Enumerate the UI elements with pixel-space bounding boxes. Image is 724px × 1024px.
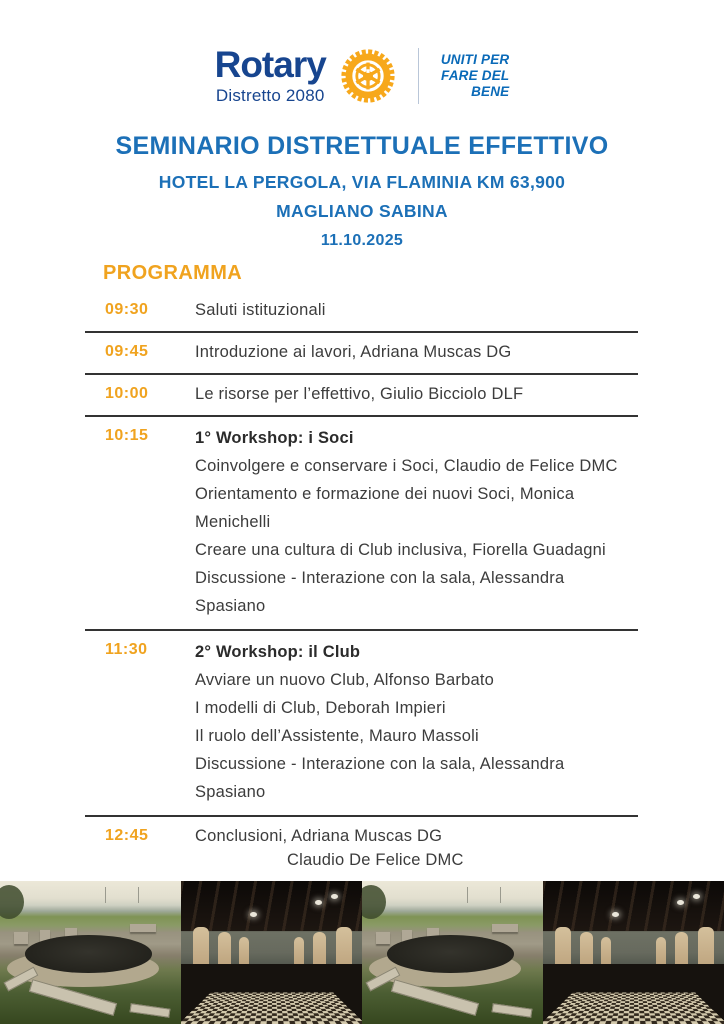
district-label: Distretto 2080	[215, 86, 325, 105]
schedule-line: Introduzione ai lavori, Adriana Muscas DG	[195, 343, 512, 361]
photo-art-layer	[0, 885, 24, 919]
rotary-wordmark-block	[215, 46, 326, 106]
schedule-time: 09:45	[105, 343, 149, 360]
rotary-logo-lockup	[0, 0, 724, 106]
schedule-time: 10:00	[105, 385, 149, 402]
program-heading: PROGRAMMA	[103, 262, 243, 284]
photo-art-layer	[362, 885, 386, 919]
schedule-content	[195, 424, 638, 620]
photo-art-layer	[601, 937, 611, 965]
archaeological-site-photo	[362, 881, 543, 1024]
photo-art-layer	[376, 932, 390, 944]
schedule-line: Claudio De Felice DMC	[287, 851, 464, 869]
event-title: SEMINARIO DISTRETTUALE EFFETTIVO	[115, 132, 609, 160]
schedule-line: Orientamento e formazione dei nuovi Soci, Monica Menichelli	[195, 485, 575, 531]
schedule-row	[85, 817, 638, 883]
schedule-row	[85, 375, 638, 417]
tagline-line: UNITI PER	[440, 52, 510, 68]
photo-art-layer	[467, 887, 468, 903]
rotary-wheel-icon	[340, 48, 396, 104]
schedule-row	[85, 417, 638, 631]
schedule-line: 2° Workshop: il Club	[195, 643, 361, 661]
archaeological-site-photo	[0, 881, 181, 1024]
photo-art-layer	[387, 935, 514, 972]
photo-art-layer	[130, 924, 156, 932]
schedule-content	[195, 638, 638, 806]
schedule-line: Avviare un nuovo Club, Alfonso Barbato	[195, 671, 494, 689]
schedule-time: 12:45	[105, 827, 149, 844]
schedule-row	[85, 631, 638, 817]
rotary-wordmark: Rotary	[214, 44, 326, 85]
photo-art-layer	[239, 937, 249, 965]
photo-art-layer	[25, 935, 152, 972]
schedule-line: Creare una cultura di Club inclusiva, Fiorella Guadagni	[195, 541, 606, 559]
tagline-line: FARE DEL	[441, 68, 510, 84]
schedule-line: Le risorse per l’effettivo, Giulio Bicciolo DLF	[195, 385, 524, 403]
photo-art-layer	[500, 887, 501, 903]
schedule-line: Saluti istituzionali	[195, 301, 326, 319]
schedule-content	[195, 298, 638, 322]
schedule-time: 10:15	[105, 427, 149, 444]
museum-interior-photo	[543, 881, 724, 1024]
photo-art-layer	[543, 881, 724, 931]
city-line: MAGLIANO SABINA	[276, 201, 448, 221]
photo-art-layer	[14, 932, 28, 944]
photo-art-layer	[543, 964, 724, 1024]
venue-line: HOTEL LA PERGOLA, VIA FLAMINIA KM 63,900	[158, 172, 566, 192]
tagline-line: BENE	[471, 83, 510, 99]
schedule-line: 1° Workshop: i Soci	[195, 429, 354, 447]
schedule-line: Conclusioni, Adriana Muscas DG	[195, 827, 443, 845]
schedule-time: 11:30	[105, 641, 148, 658]
photo-art-layer	[492, 924, 518, 932]
logo-divider	[418, 48, 419, 104]
schedule-line: Il ruolo dell’Assistente, Mauro Massoli	[195, 727, 479, 745]
date-line: 11.10.2025	[320, 232, 404, 249]
photo-art-layer	[105, 887, 106, 903]
schedule-content	[195, 382, 638, 406]
rotary-tagline	[441, 52, 510, 100]
title-block	[0, 132, 724, 250]
photo-art-layer	[294, 937, 304, 965]
photo-art-layer	[492, 1004, 533, 1018]
schedule-line: Discussione - Interazione con la sala, Alessandra Spasiano	[195, 755, 565, 801]
spotlight-icon	[677, 900, 684, 905]
schedule-row	[85, 333, 638, 375]
photo-art-layer	[138, 887, 139, 903]
schedule-content	[195, 824, 638, 872]
museum-interior-photo	[181, 881, 362, 1024]
schedule-time: 09:30	[105, 301, 149, 318]
spotlight-icon	[315, 900, 322, 905]
schedule-line: Coinvolgere e conservare i Soci, Claudio de Felice DMC	[195, 457, 618, 475]
photo-strip	[0, 881, 724, 1024]
schedule-line: Discussione - Interazione con la sala, Alessandra Spasiano	[195, 569, 565, 615]
mosaic-floor	[543, 992, 724, 1024]
photo-art-layer	[181, 881, 362, 931]
schedule-row	[85, 291, 638, 333]
schedule-line: I modelli di Club, Deborah Impieri	[195, 699, 446, 717]
photo-art-layer	[656, 937, 666, 965]
photo-art-layer	[130, 1004, 171, 1018]
mosaic-floor	[181, 992, 362, 1024]
schedule-content	[195, 340, 638, 364]
photo-art-layer	[181, 964, 362, 1024]
